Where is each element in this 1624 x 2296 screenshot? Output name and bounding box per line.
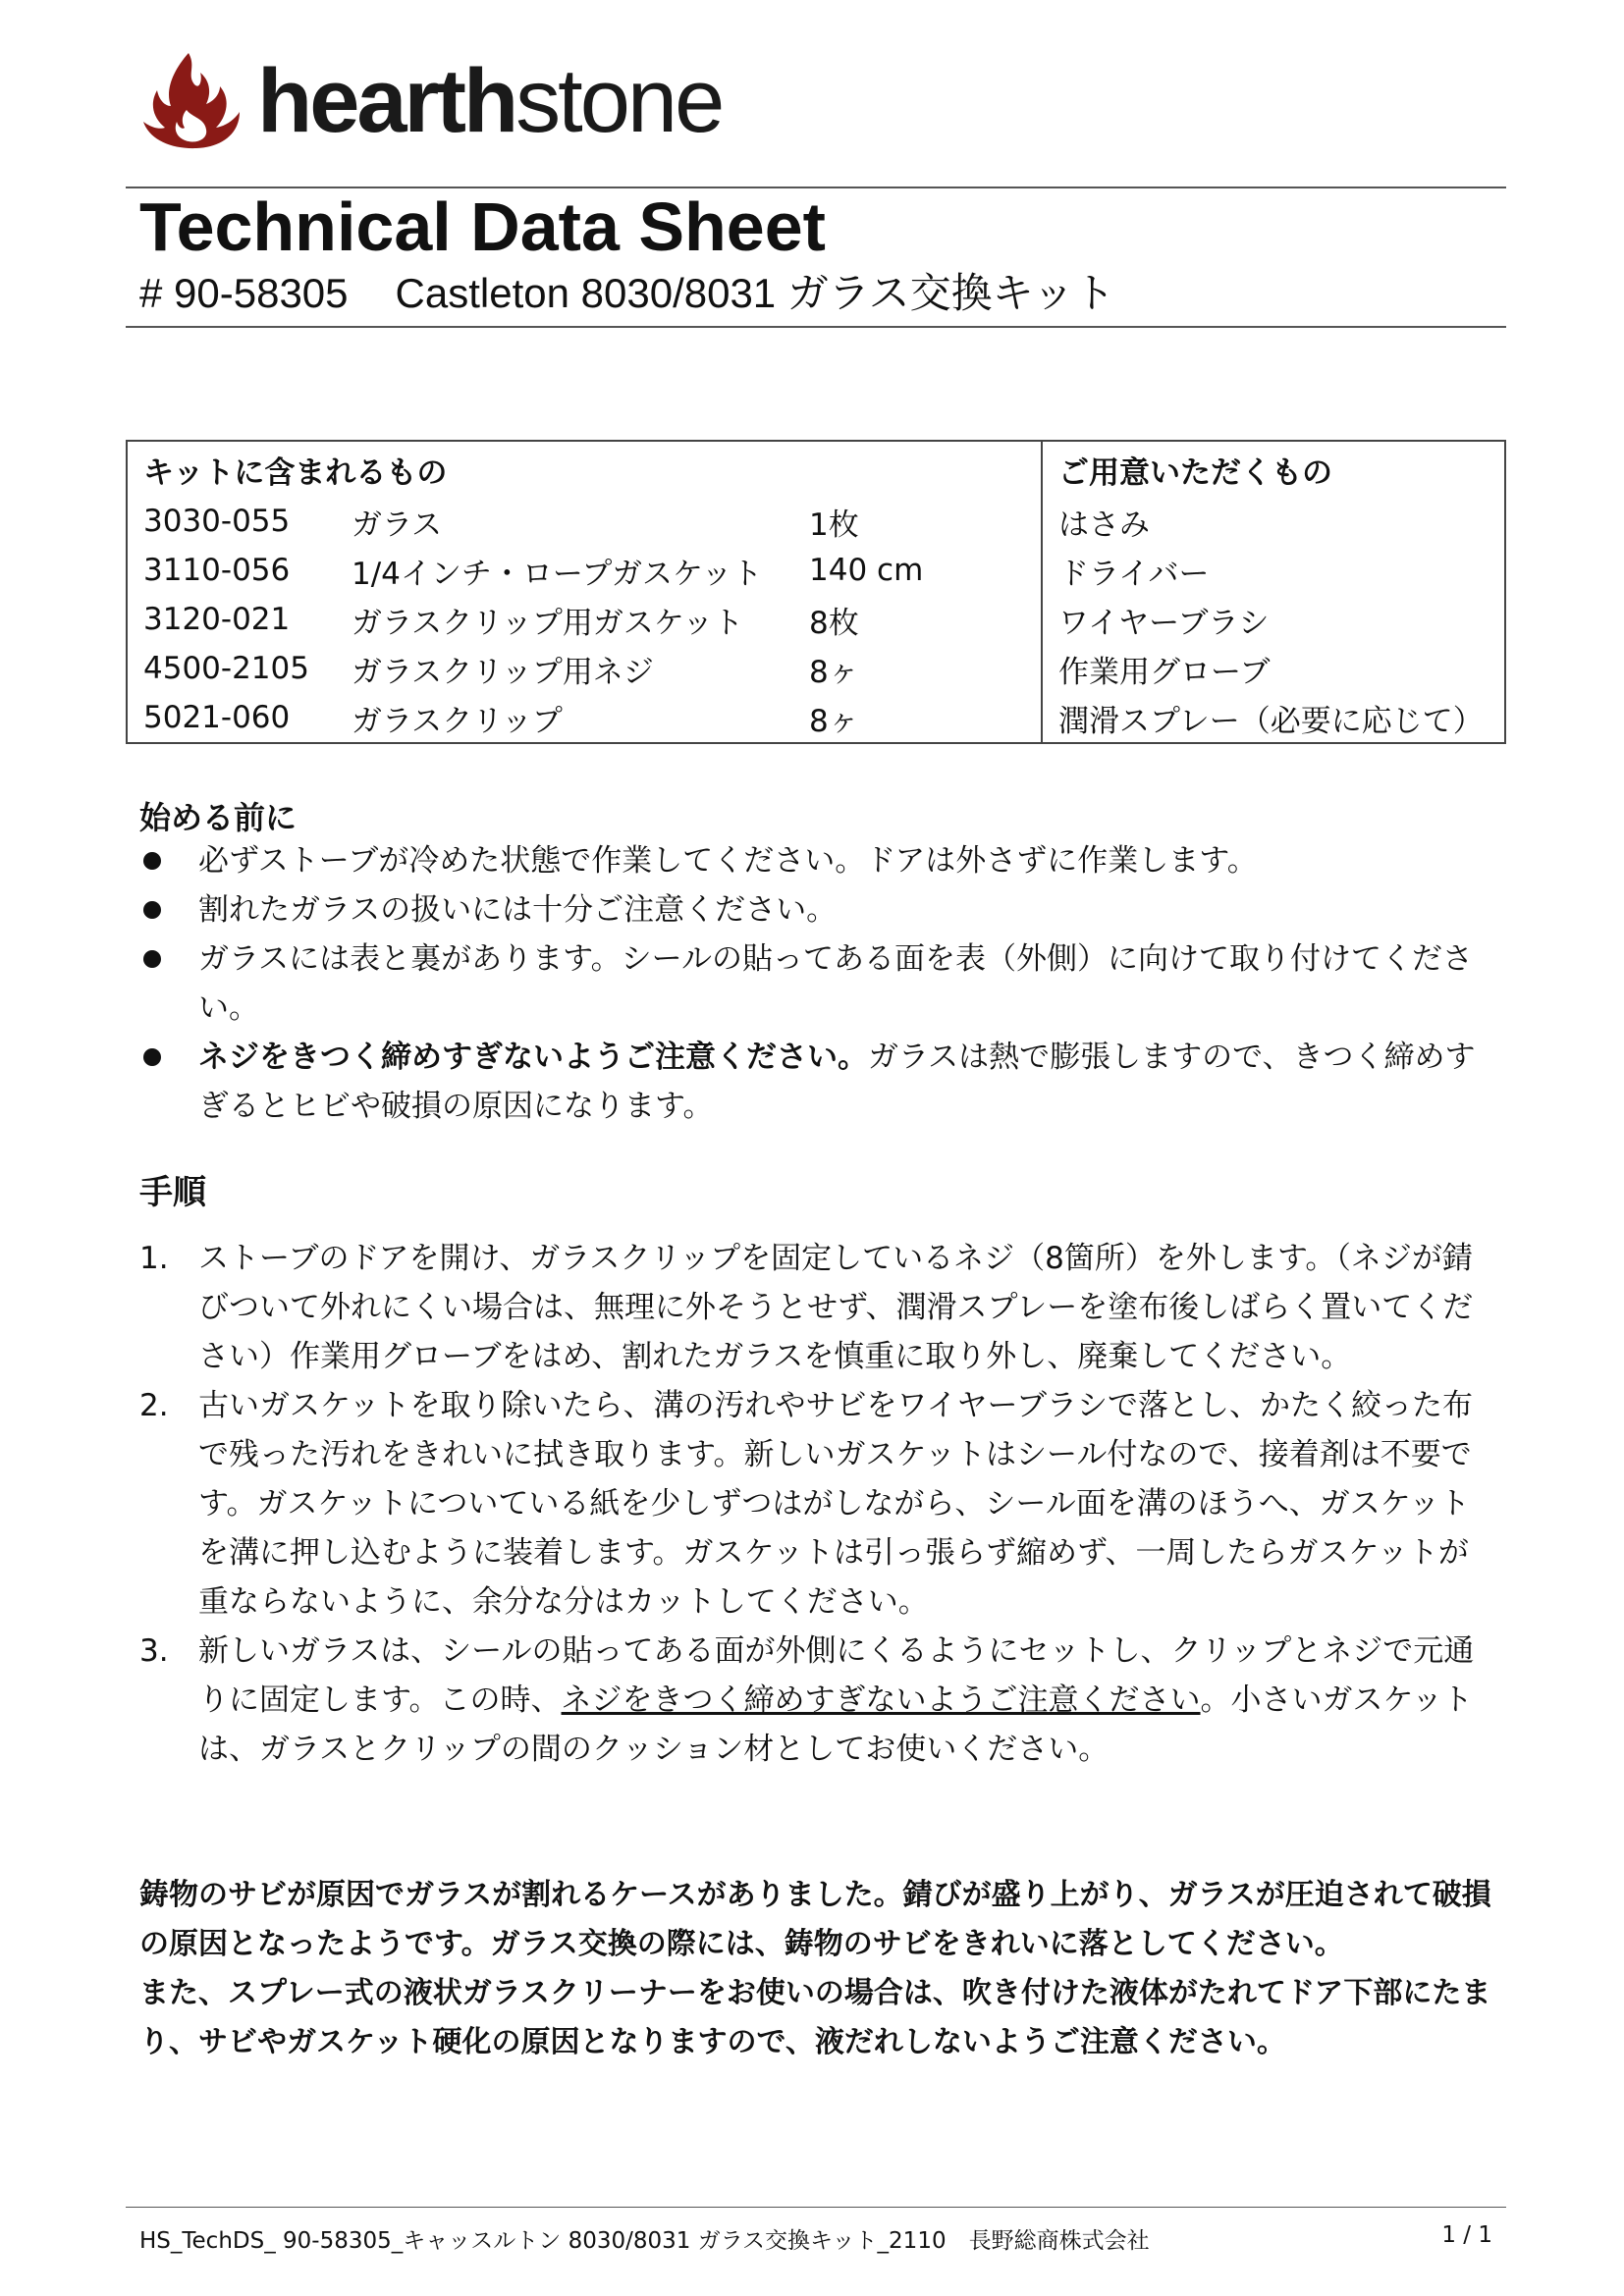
required-items-header: ご用意いただくもの — [1042, 441, 1505, 497]
part-code: 4500-2105 — [143, 651, 309, 686]
footer — [139, 2222, 1492, 2255]
part-name: ガラスクリップ — [352, 703, 563, 739]
procedure-steps — [139, 1234, 1494, 1774]
step-warning-underlined: ネジをきつく締めすぎないようご注意ください — [561, 1682, 1201, 1718]
list-item — [139, 1033, 1494, 1131]
step-number: 3. — [139, 1633, 169, 1669]
precaution-text: ガラスは熱で膨張しますので、きつく締めすぎるとヒビや破損の原因になります。 — [198, 1040, 1476, 1124]
precaution-text: ガラスには表と裏があります。シールの貼ってある面を表（外側）に向けて取り付けてください。 — [198, 941, 1473, 1026]
part-name: ガラス — [352, 507, 443, 543]
brand-name-bold: hearth — [257, 50, 516, 151]
part-quantity: 8枚 — [809, 605, 859, 641]
list-item — [139, 836, 1494, 885]
caution-paragraph: また、スプレー式の液状ガラスクリーナーをお使いの場合は、吹き付けた液体がたれてドア下部にたまり、サビやガスケット硬化の原因となりますので、液だれしないようご注意ください。 — [139, 1976, 1491, 2059]
required-item: ワイヤーブラシ — [1042, 595, 1505, 644]
step-text: 新しいガラスは、シールの貼ってある面が外側にくるようにセットし、クリップとネジで元通りに固定します。この時、 — [198, 1633, 1475, 1718]
bullet-icon — [143, 901, 161, 919]
required-item: はさみ — [1042, 497, 1505, 546]
list-item — [139, 1627, 1494, 1774]
table-row — [127, 497, 1505, 546]
step-text: 古いガスケットを取り除いたら、溝の汚れやサビをワイヤーブラシで落とし、かたく絞った布で残った汚れをきれいに拭き取ります。新しいガスケットはシール付なので、接着剤は不要です。ガスケットについている紙を少しずつはがしながら、シール面を溝のほうへ、ガスケットを溝に押し込むように装着します。ガスケットは引っ張らず縮めず、一周したらガスケットが重ならないように、余分な分はカットしてください。 — [198, 1388, 1473, 1620]
brand-logo — [137, 49, 722, 152]
procedure-heading: 手順 — [139, 1173, 206, 1212]
required-item: ドライバー — [1042, 546, 1505, 595]
footer-rule — [126, 2207, 1506, 2208]
header-rule-bottom — [126, 326, 1506, 328]
part-code: 3120-021 — [143, 602, 291, 637]
list-item — [139, 934, 1494, 1033]
step-text: ストーブのドアを開け、ガラスクリップを固定しているネジ（8箇所）を外します。（ネジが錆びついて外れにくい場合は、無理に外そうとせず、潤滑スプレーを塗布後しばらく置いてください）作業用グローブをはめ、割れたガラスを慎重に取り外し、廃棄してください。 — [198, 1241, 1474, 1374]
part-name: 1/4インチ・ロープガスケット — [352, 556, 763, 592]
product-number: # 90-58305 — [139, 270, 349, 316]
kit-contents-table — [126, 440, 1506, 744]
table-row — [127, 644, 1505, 693]
part-code: 3110-056 — [143, 553, 291, 588]
part-name: ガラスクリップ用ガスケット — [352, 605, 744, 641]
part-name: ガラスクリップ用ネジ — [352, 654, 654, 690]
bullet-icon — [143, 950, 161, 968]
included-items-header: キットに含まれるもの — [143, 454, 448, 491]
precaution-text: 割れたガラスの扱いには十分ご注意ください。 — [198, 892, 838, 928]
part-quantity: 8ヶ — [809, 654, 859, 690]
precaution-emphasis: ネジをきつく締めすぎないようご注意ください。 — [198, 1040, 868, 1075]
step-number: 1. — [139, 1241, 169, 1276]
before-start-heading: 始める前に — [139, 799, 298, 836]
page-title: Technical Data Sheet — [139, 188, 826, 265]
footer-doc-id: HS_TechDS_ 90-58305_キャッスルトン 8030/8031 ガラス交換キット_2110 長野総商株式会社 — [139, 2228, 1150, 2254]
table-row — [127, 546, 1505, 595]
required-item: 潤滑スプレー（必要に応じて） — [1042, 693, 1505, 743]
list-item — [139, 1381, 1494, 1627]
part-code: 5021-060 — [143, 700, 291, 735]
flame-logo-icon — [137, 49, 244, 152]
page-subtitle — [139, 270, 1115, 316]
kit-table-header-row — [127, 441, 1505, 497]
table-row — [127, 595, 1505, 644]
precaution-text: 必ずストーブが冷めた状態で作業してください。ドアは外さずに作業します。 — [198, 843, 1258, 879]
bullet-icon — [143, 852, 161, 870]
caution-paragraph: 鋳物のサビが原因でガラスが割れるケースがありました。錆びが盛り上がり、ガラスが圧迫されて破損の原因となったようです。ガラス交換の際には、鋳物のサビをきれいに落としてください。 — [139, 1878, 1491, 1961]
page-number: 1 / 1 — [1441, 2222, 1492, 2248]
list-item — [139, 1234, 1494, 1381]
step-text: 。小さいガスケットは、ガラスとクリップの間のクッション材としてお使いください。 — [198, 1682, 1473, 1767]
table-row — [127, 693, 1505, 743]
brand-name-light: stone — [515, 50, 723, 151]
product-name: Castleton 8030/8031 ガラス交換キット — [395, 270, 1115, 316]
list-item — [139, 885, 1494, 934]
required-item: 作業用グローブ — [1042, 644, 1505, 693]
part-quantity: 140 cm — [809, 553, 924, 588]
step-number: 2. — [139, 1388, 169, 1423]
precautions-list — [139, 836, 1494, 1131]
part-code: 3030-055 — [143, 504, 291, 539]
part-quantity: 8ヶ — [809, 703, 859, 739]
bullet-icon — [143, 1048, 161, 1066]
caution-note — [139, 1871, 1514, 2067]
brand-wordmark — [257, 50, 723, 151]
part-quantity: 1枚 — [809, 507, 859, 543]
